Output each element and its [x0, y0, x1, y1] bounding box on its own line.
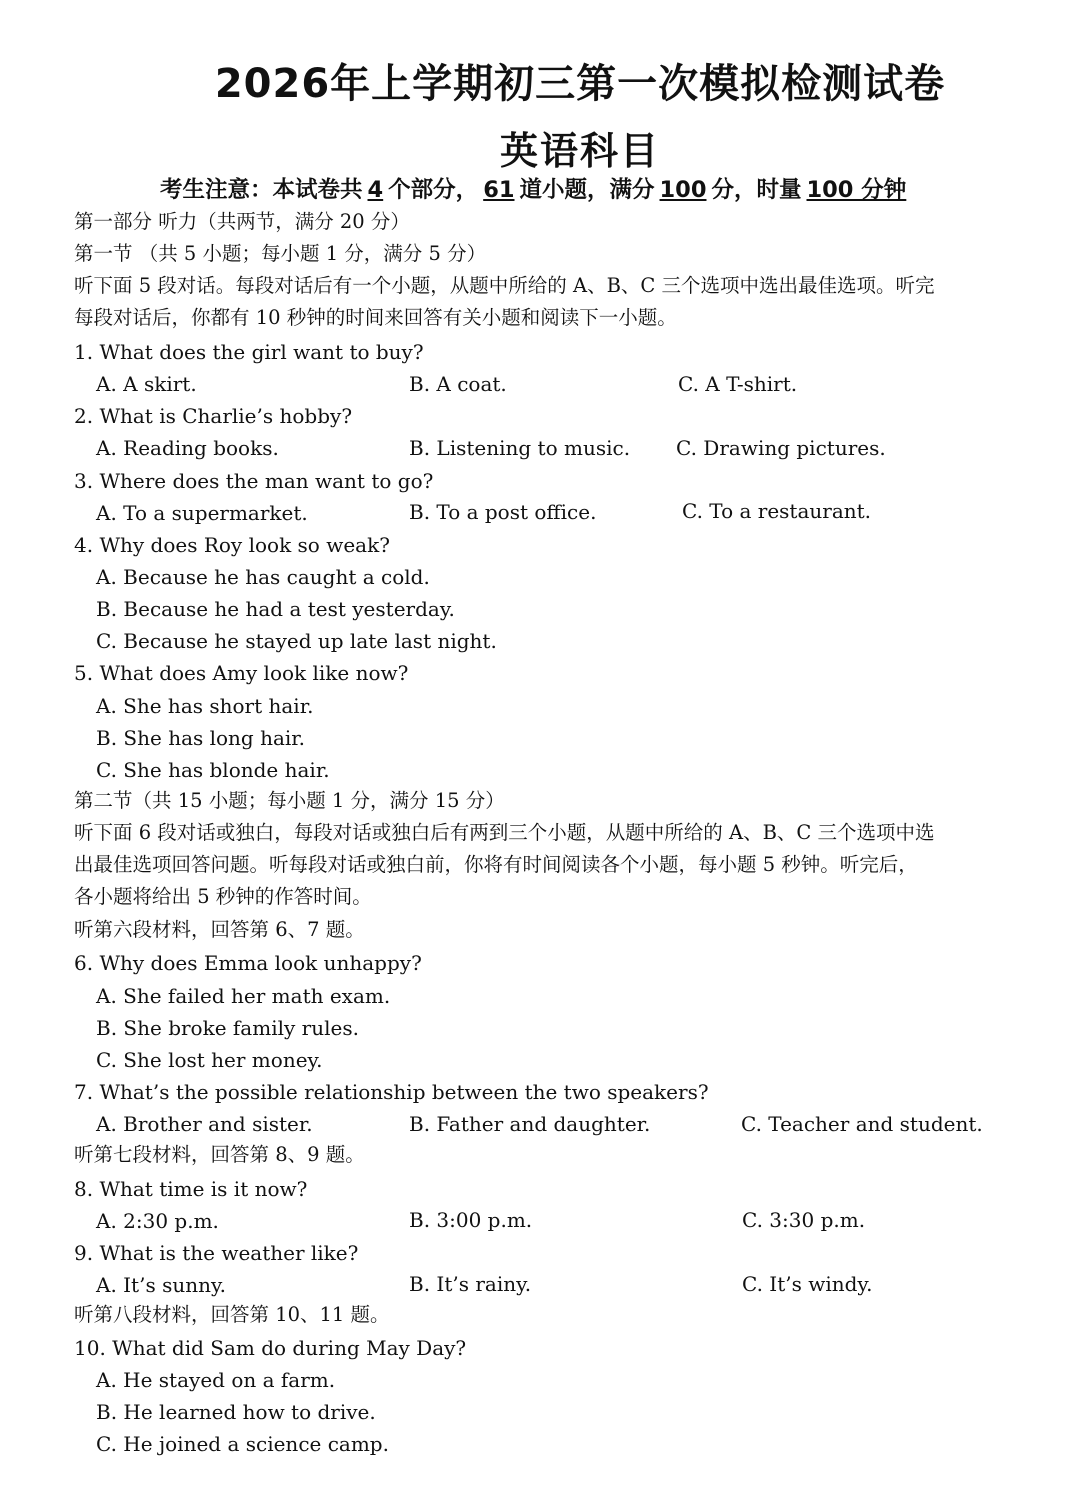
- question-3: 3. Where does the man want to go?: [74, 469, 434, 493]
- notice-questions: 61: [483, 177, 515, 203]
- question-7-option-c: C. Teacher and student.: [741, 1112, 983, 1136]
- question-8-option-b: B. 3:00 p.m.: [409, 1208, 533, 1232]
- material-6-heading: 听第六段材料，回答第 6、7 题。: [74, 918, 365, 941]
- question-7-option-b: B. Father and daughter.: [409, 1112, 651, 1136]
- question-6-option-a: A. She failed her math exam.: [96, 984, 391, 1008]
- section1-instructions-1: 听下面 5 段对话。每段对话后有一个小题，从题中所给的 A、B、C 三个选项中选出最佳选项。听完: [74, 274, 935, 297]
- notice-mid2: 道小题，满分: [519, 177, 655, 203]
- notice-prefix: 考生注意：本试卷共: [160, 177, 363, 203]
- question-1-option-a: A. A skirt.: [96, 372, 197, 396]
- notice-parts: 4: [367, 177, 384, 203]
- question-10-option-c: C. He joined a science camp.: [96, 1432, 389, 1456]
- section2-instructions-2: 出最佳选项回答问题。听每段对话或独白前，你将有时间阅读各个小题，每小题 5 秒钟。听完后，: [74, 853, 918, 876]
- question-5-option-c: C. She has blonde hair.: [96, 758, 330, 782]
- question-9-option-a: A. It’s sunny.: [96, 1273, 226, 1297]
- question-1-option-b: B. A coat.: [409, 372, 507, 396]
- question-9: 9. What is the weather like?: [74, 1241, 359, 1265]
- question-9-option-b: B. It’s rainy.: [409, 1272, 532, 1296]
- notice-mid1: 个部分，: [388, 177, 479, 203]
- question-9-option-c: C. It’s windy.: [742, 1272, 873, 1296]
- question-6-option-b: B. She broke family rules.: [96, 1016, 359, 1040]
- question-6: 6. Why does Emma look unhappy?: [74, 951, 422, 975]
- question-3-option-a: A. To a supermarket.: [96, 501, 308, 525]
- section2-instructions-3: 各小题将给出 5 秒钟的作答时间。: [74, 885, 372, 908]
- notice-time: 100 分钟: [806, 177, 907, 203]
- question-10-option-a: A. He stayed on a farm.: [96, 1368, 336, 1392]
- question-2-option-b: B. Listening to music.: [409, 436, 631, 460]
- exam-subject: 英语科目: [499, 129, 660, 173]
- exam-title: 2026年上学期初三第一次模拟检测试卷: [214, 61, 946, 107]
- question-10: 10. What did Sam do during May Day?: [74, 1336, 467, 1360]
- notice-score: 100: [659, 177, 707, 203]
- question-8: 8. What time is it now?: [74, 1177, 308, 1201]
- question-4-option-c: C. Because he stayed up late last night.: [96, 629, 497, 653]
- question-7-option-a: A. Brother and sister.: [96, 1112, 313, 1136]
- section2-instructions-1: 听下面 6 段对话或独白，每段对话或独白后有两到三个小题，从题中所给的 A、B、C 三个选项中选: [74, 821, 935, 844]
- question-2-option-c: C. Drawing pictures.: [676, 436, 886, 460]
- question-7: 7. What’s the possible relationship between the two speakers?: [74, 1080, 709, 1104]
- question-6-option-c: C. She lost her money.: [96, 1048, 323, 1072]
- question-5-option-b: B. She has long hair.: [96, 726, 306, 750]
- question-1-option-c: C. A T-shirt.: [678, 372, 798, 396]
- question-2-option-a: A. Reading books.: [96, 436, 279, 460]
- question-3-option-b: B. To a post office.: [409, 500, 597, 524]
- exam-notice: [160, 172, 911, 204]
- question-3-option-c: C. To a restaurant.: [682, 499, 872, 523]
- question-4: 4. Why does Roy look so weak?: [74, 533, 390, 557]
- notice-mid3: 分，时量: [711, 177, 802, 203]
- question-8-option-a: A. 2:30 p.m.: [96, 1209, 219, 1233]
- question-4-option-a: A. Because he has caught a cold.: [96, 565, 430, 589]
- question-5: 5. What does Amy look like now?: [74, 661, 409, 685]
- question-5-option-a: A. She has short hair.: [96, 694, 314, 718]
- question-8-option-c: C. 3:30 p.m.: [742, 1208, 866, 1232]
- section2-title: 第二节（共 15 小题；每小题 1 分，满分 15 分）: [74, 789, 505, 812]
- question-4-option-b: B. Because he had a test yesterday.: [96, 597, 455, 621]
- part1-title: 第一部分 听力（共两节，满分 20 分）: [74, 210, 410, 233]
- question-10-option-b: B. He learned how to drive.: [96, 1400, 376, 1424]
- section1-instructions-2: 每段对话后，你都有 10 秒钟的时间来回答有关小题和阅读下一小题。: [74, 306, 677, 329]
- question-2: 2. What is Charlie’s hobby?: [74, 404, 353, 428]
- material-8-heading: 听第八段材料，回答第 10、11 题。: [74, 1303, 390, 1326]
- material-7-heading: 听第七段材料，回答第 8、9 题。: [74, 1143, 365, 1166]
- section1-title: 第一节 （共 5 小题；每小题 1 分，满分 5 分）: [74, 242, 487, 265]
- question-1: 1. What does the girl want to buy?: [74, 340, 424, 364]
